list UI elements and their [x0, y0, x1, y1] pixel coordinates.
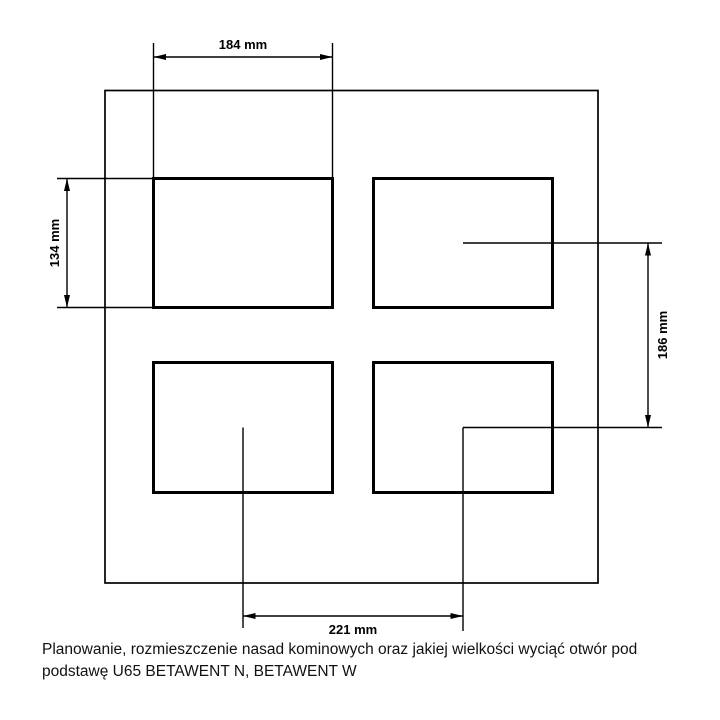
cutout-top-left [154, 179, 333, 308]
caption-line-2: podstawę U65 BETAWENT N, BETAWENT W [42, 663, 357, 680]
arrowhead-left-icon [154, 54, 167, 60]
caption-line-1: Planowanie, rozmieszczenie nasad kominowych oraz jakiej wielkości wyciąć otwór pod [42, 641, 638, 658]
arrowhead-up-icon [64, 179, 70, 192]
arrowhead-right-icon [320, 54, 333, 60]
arrowhead-left-icon [243, 613, 256, 619]
outer-rectangle [105, 91, 598, 584]
dimension-label-left: 134 mm [47, 218, 62, 268]
arrowhead-right-icon [451, 613, 464, 619]
dimension-top-width [154, 37, 333, 178]
dimension-label-right: 186 mm [655, 310, 670, 360]
arrowhead-down-icon [645, 415, 651, 428]
dimension-bottom-spacing [243, 428, 463, 637]
arrowhead-up-icon [645, 243, 651, 256]
dimension-right-spacing [463, 243, 670, 428]
dimension-label-bottom: 221 mm [328, 622, 378, 636]
dimension-label-top: 184 mm [218, 37, 268, 52]
figure-caption [42, 639, 702, 683]
cutout-openings [154, 179, 553, 493]
arrowhead-down-icon [64, 295, 70, 308]
dimension-left-height [47, 179, 155, 308]
